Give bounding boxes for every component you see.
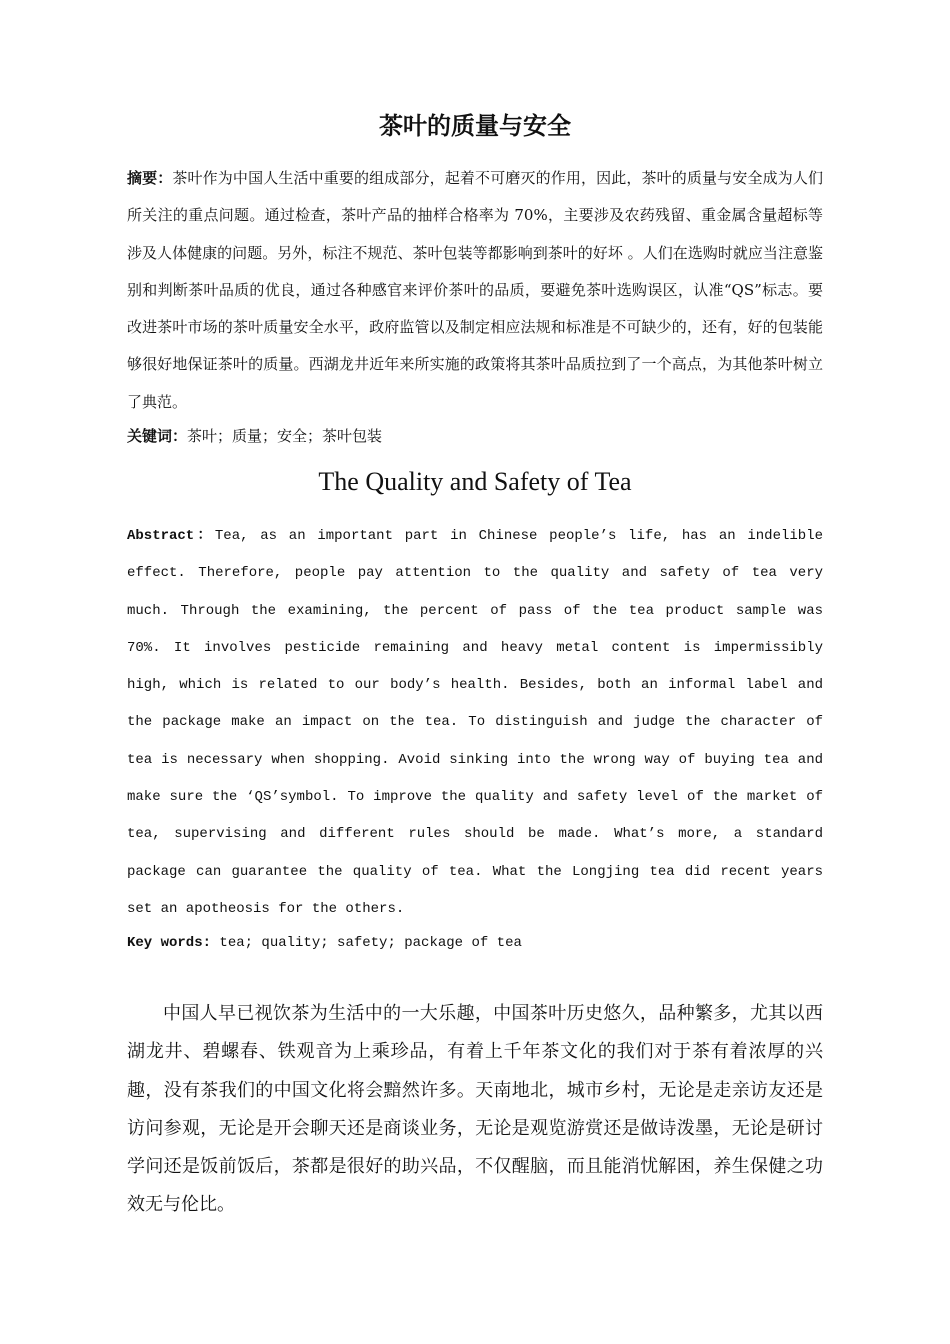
english-abstract [127,518,823,928]
body-paragraph: 中国人早已视饮茶为生活中的一大乐趣，中国茶叶历史悠久，品种繁多，尤其以西湖龙井、碧螺春、铁观音为上乘珍品，有着上千年茶文化的我们对于茶有着浓厚的兴趣，没有茶我们的中国文化将会黯然许多。天南地北，城市乡村，无论是走亲访友还是访问参观，无论是开会聊天还是商谈业务，无论是观览游赏还是做诗泼墨，无论是研讨学问还是饭前饭后，茶都是很好的助兴品，不仅醒脑，而且能消忧解困，养生保健之功效无与伦比。 [127,1003,823,1216]
chinese-keywords-text: 茶叶；质量；安全；茶叶包装 [187,427,383,445]
english-abstract-text: Tea, as an important part in Chinese people’s life, has an indelible effect. Therefore, people pay attention to the quality and safety of tea very much. Through the examining, the percent of pass of the tea product sample was 70%. It involves pesticide remaining and heavy metal content is impermissibly high, which is related to our body’s health. Besides, both an informal label and the package make an impact on the tea. To distinguish and judge the character of tea is necessary when shopping. Avoid sinking into the wrong way of buying tea and make sure the ‘QS’symbol. To improve the quality and safety level of the market of tea, supervising and different rules should be made. What’s more, a standard package can guarantee the quality of tea. What the Longjing tea did recent years set an apotheosis for the others. [127,528,823,917]
english-keywords-label: Key words: [127,935,212,951]
chinese-abstract-label: 摘要： [127,169,173,187]
chinese-abstract [127,160,823,421]
chinese-keywords [127,423,823,449]
english-keywords [127,930,823,956]
chinese-keywords-label: 关键词： [127,427,188,445]
english-title: The Quality and Safety of Tea [318,467,632,496]
chinese-abstract-text: 茶叶作为中国人生活中重要的组成部分，起着不可磨灭的作用，因此，茶叶的质量与安全成为人们所关注的重点问题。通过检查，茶叶产品的抽样合格率为 70%，主要涉及农药残留、重金属含量超标等涉及人体健康的问题。另外，标注不规范、茶叶包装等都影响到茶叶的好坏 。人们在选购时就应当注意鉴别和判断茶叶品质的优良，通过各种感官来评价茶叶的品质，要避免茶叶选购误区，认准“QS”标志。要改进茶叶市场的茶叶质量安全水平，政府监管以及制定相应法规和标准是不可缺少的，还有，好的包装能够很好地保证茶叶的质量。西湖龙井近年来所实施的政策将其茶叶品质拉到了一个高点，为其他茶叶树立了典范。 [127,169,823,411]
english-abstract-label: Abstract： [127,528,215,544]
english-keywords-text: tea; quality; safety; package of tea [211,935,522,951]
chinese-title: 茶叶的质量与安全 [379,112,571,140]
